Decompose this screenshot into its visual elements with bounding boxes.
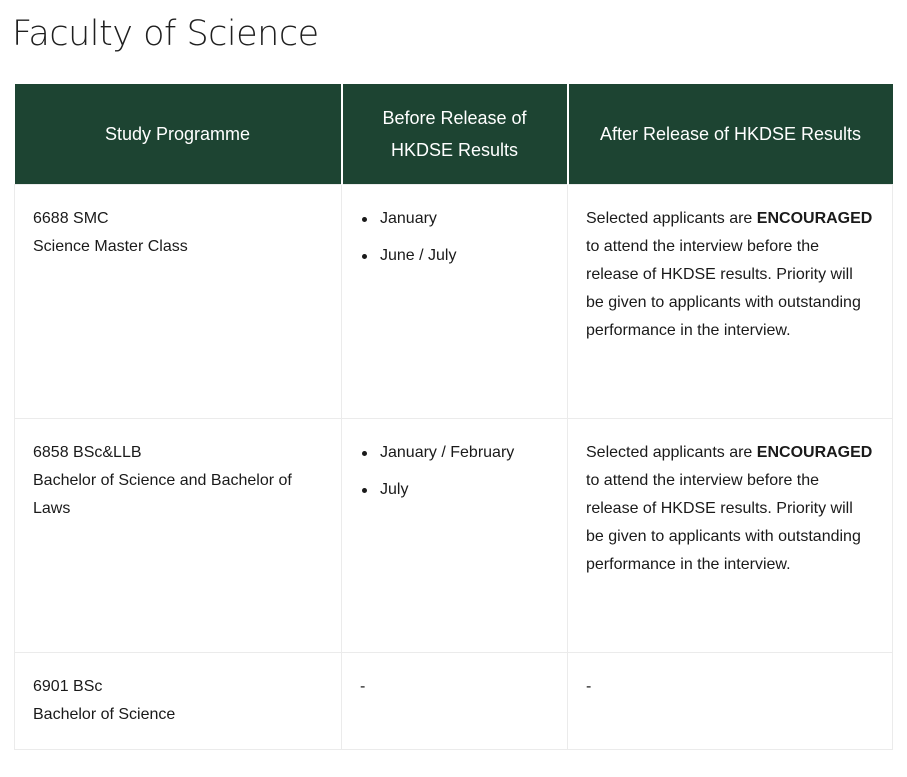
programme-name: Bachelor of Science bbox=[33, 705, 176, 723]
admission-interview-table bbox=[14, 84, 893, 750]
empty-value-dash: - bbox=[360, 677, 366, 695]
column-header-after-release: After Release of HKDSE Results bbox=[568, 84, 893, 184]
table-row bbox=[15, 418, 893, 652]
list-item: January / February bbox=[360, 439, 549, 467]
after-release-rest: to attend the interview before the release of HKDSE results. Priority will be given to applicants with outstanding performance in the interview. bbox=[586, 237, 861, 339]
programme-name: Science Master Class bbox=[33, 237, 188, 255]
programme-name: Bachelor of Science and Bachelor of Laws bbox=[33, 471, 292, 517]
table-row bbox=[15, 184, 893, 418]
after-release-cell bbox=[568, 418, 893, 652]
after-release-cell bbox=[568, 184, 893, 418]
programme-cell bbox=[15, 418, 342, 652]
after-release-cell bbox=[568, 652, 893, 749]
table-row bbox=[15, 652, 893, 749]
empty-value-dash: - bbox=[586, 677, 592, 695]
programme-code: 6901 BSc bbox=[33, 677, 103, 695]
after-release-rest: to attend the interview before the release of HKDSE results. Priority will be given to applicants with outstanding performance in the interview. bbox=[586, 471, 861, 573]
before-release-cell bbox=[342, 652, 568, 749]
after-release-lead: Selected applicants are bbox=[586, 443, 753, 461]
after-release-emphasis: ENCOURAGED bbox=[756, 443, 873, 461]
programme-cell bbox=[15, 184, 342, 418]
list-item: July bbox=[360, 476, 549, 504]
programme-code: 6858 BSc&LLB bbox=[33, 443, 142, 461]
list-item: June / July bbox=[360, 242, 549, 270]
programme-code: 6688 SMC bbox=[33, 209, 109, 227]
before-release-cell bbox=[342, 184, 568, 418]
page-title: Faculty of Science bbox=[12, 14, 319, 54]
before-release-cell bbox=[342, 418, 568, 652]
interview-month-list bbox=[360, 439, 549, 504]
table-header-row bbox=[15, 84, 893, 184]
column-header-before-release: Before Release of HKDSE Results bbox=[342, 84, 568, 184]
after-release-emphasis: ENCOURAGED bbox=[756, 209, 873, 227]
interview-month-list bbox=[360, 205, 549, 270]
programme-cell bbox=[15, 652, 342, 749]
column-header-study-programme: Study Programme bbox=[15, 84, 342, 184]
after-release-lead: Selected applicants are bbox=[586, 209, 753, 227]
list-item: January bbox=[360, 205, 549, 233]
